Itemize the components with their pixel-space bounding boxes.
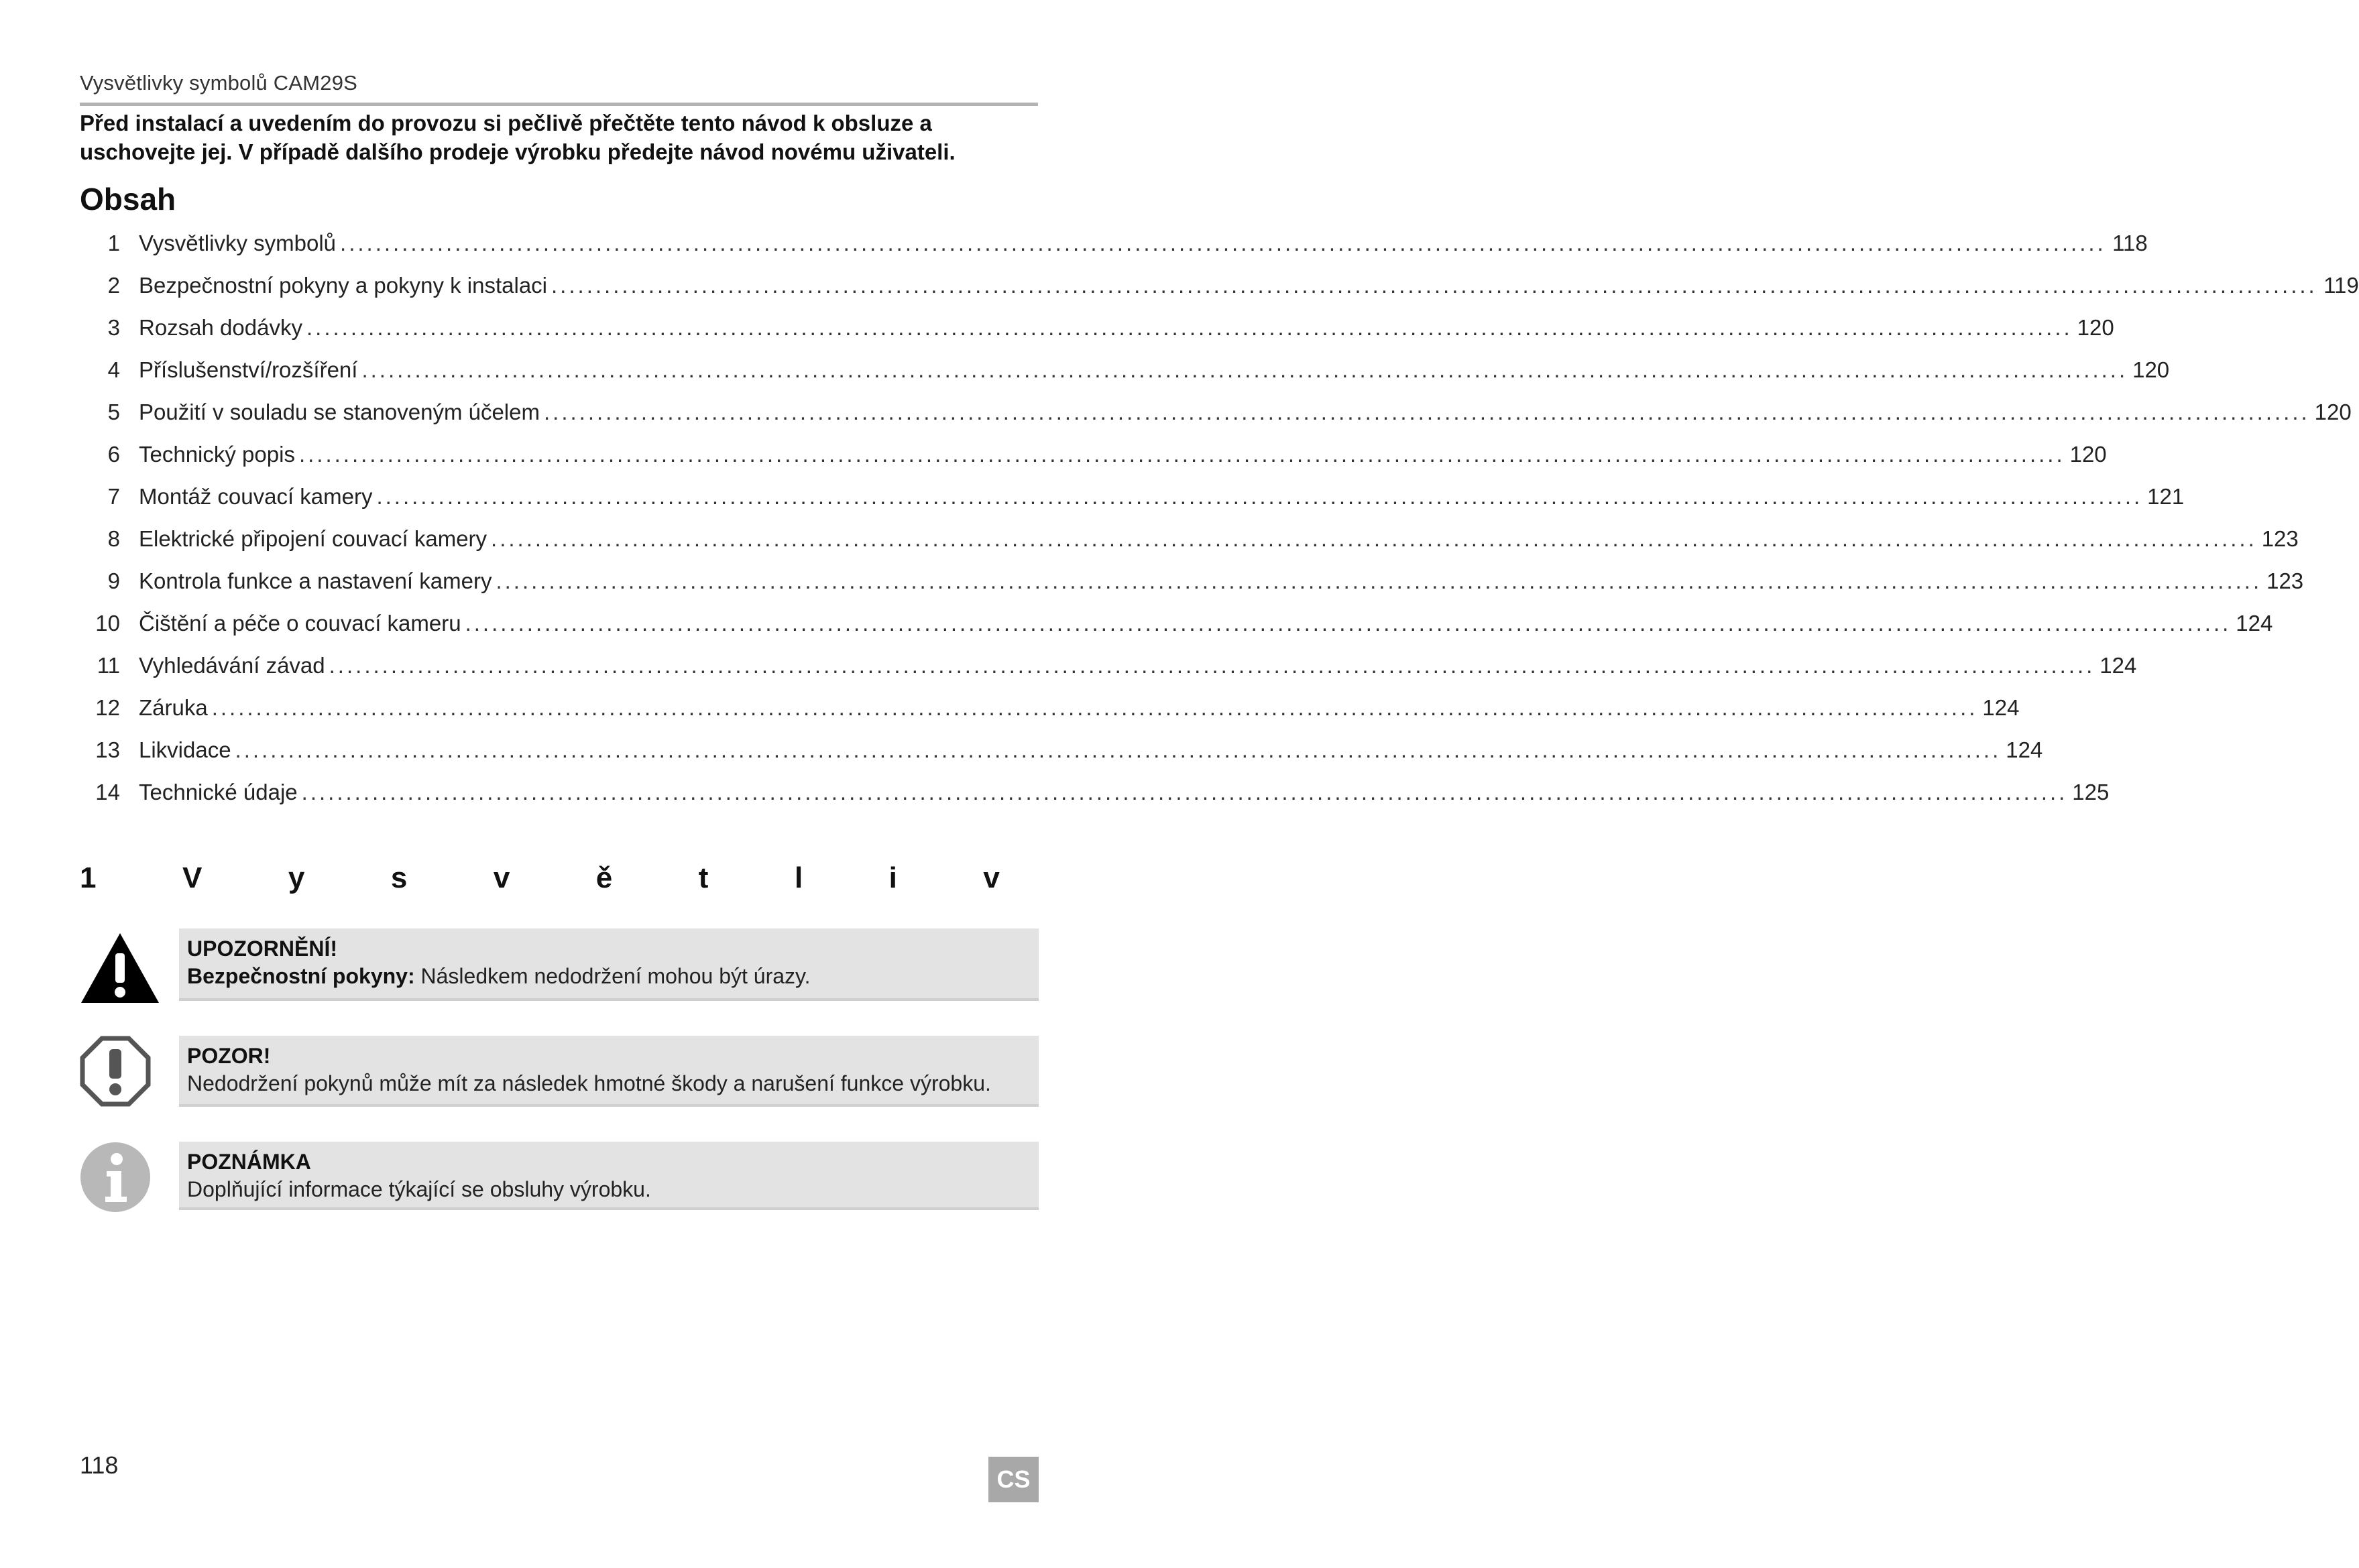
toc-item-page: 123: [2266, 568, 2304, 593]
warning-body: Následkem nedodržení mohou být úrazy.: [414, 964, 811, 988]
section-heading-char: V: [182, 861, 203, 894]
toc-leader-dots: ........................................................................................................................................................................................................: [301, 780, 2068, 804]
language-badge: CS: [988, 1457, 1039, 1502]
toc-item[interactable]: [80, 737, 2043, 780]
caution-box: [179, 1036, 1039, 1107]
toc-leader-dots: ........................................................................................................................................................................................................: [329, 653, 2095, 678]
section-heading-char: v: [493, 861, 510, 894]
toc-leader-dots: ........................................................................................................................................................................................................: [496, 568, 2262, 593]
intro-paragraph: Před instalací a uvedením do provozu si pečlivě přečtěte tento návod k obsluze a uschovejte jej. V případě dalšího prodeje výrobku předejte návod novému uživateli.: [80, 111, 956, 164]
warning-text: [187, 962, 1031, 990]
header-rule: [80, 103, 1038, 106]
toc-item-label: Rozsah dodávky: [139, 315, 302, 340]
toc-item[interactable]: [80, 695, 2020, 737]
toc-item-page: 120: [2314, 400, 2352, 424]
toc-item-label: Bezpečnostní pokyny a pokyny k instalaci: [139, 273, 548, 298]
toc-item-page: 120: [2132, 357, 2170, 382]
toc-item-number: 9: [107, 568, 120, 593]
toc-item-page: 121: [2147, 484, 2185, 509]
header-title: Vysvětlivky symbolů CAM29S: [80, 71, 358, 95]
note-box: [179, 1142, 1039, 1210]
toc-item-page: 124: [2099, 653, 2137, 678]
toc-item[interactable]: [80, 231, 2148, 273]
toc-item-number: 14: [95, 780, 120, 804]
toc-item[interactable]: [80, 780, 2110, 822]
table-of-contents: [80, 231, 2359, 822]
caution-octagon-icon: [80, 1036, 151, 1110]
toc-item-number: 5: [107, 400, 120, 424]
note-title: POZNÁMKA: [187, 1150, 311, 1174]
toc-item-label: Technické údaje: [139, 780, 298, 804]
toc-item-page: 125: [2072, 780, 2110, 804]
toc-item-number: 13: [95, 737, 120, 762]
section-heading-char: s: [390, 861, 408, 894]
section-heading-char: v: [983, 861, 1000, 894]
toc-item-page: 118: [2112, 231, 2148, 255]
warning-box: [179, 928, 1039, 1001]
toc-item[interactable]: [80, 273, 2359, 315]
toc-item-number: 10: [95, 611, 120, 636]
caution-text: Nedodržení pokynů může mít za následek hmotné škody a narušení funkce výrobku.: [187, 1071, 991, 1095]
toc-item-label: Čištění a péče o couvací kameru: [139, 611, 461, 636]
toc-leader-dots: ........................................................................................................................................................................................................: [361, 357, 2128, 382]
toc-item-page: 123: [2261, 526, 2299, 551]
toc-leader-dots: ........................................................................................................................................................................................................: [465, 611, 2232, 636]
toc-item[interactable]: [80, 568, 2304, 611]
toc-item-page: 120: [2077, 315, 2114, 340]
toc-item-number: 12: [95, 695, 120, 720]
toc-item-page: 124: [2236, 611, 2273, 636]
toc-leader-dots: ........................................................................................................................................................................................................: [306, 315, 2073, 340]
toc-item-label: Použití v souladu se stanoveným účelem: [139, 400, 540, 424]
toc-item-label: Montáž couvací kamery: [139, 484, 373, 509]
toc-item[interactable]: [80, 526, 2299, 568]
toc-item-label: Technický popis: [139, 442, 295, 467]
section-heading-char: 1: [80, 861, 97, 894]
toc-item-label: Příslušenství/rozšíření: [139, 357, 358, 382]
toc-item[interactable]: [80, 315, 2114, 357]
toc-item[interactable]: [80, 442, 2107, 484]
section-heading-char: t: [698, 861, 709, 894]
toc-item-number: 6: [107, 442, 120, 467]
section-heading-char: l: [794, 861, 803, 894]
toc-item[interactable]: [80, 357, 2170, 400]
toc-item-number: 4: [107, 357, 120, 382]
toc-leader-dots: ........................................................................................................................................................................................................: [211, 695, 1978, 720]
toc-item-label: Vysvětlivky symbolů: [139, 231, 337, 255]
toc-item[interactable]: [80, 611, 2273, 653]
toc-item[interactable]: [80, 653, 2137, 695]
toc-item-number: 1: [107, 231, 120, 255]
toc-item-page: 124: [2006, 737, 2043, 762]
warning-title: UPOZORNĚNÍ!: [187, 937, 337, 961]
section-heading: [80, 861, 1000, 895]
toc-leader-dots: ........................................................................................................................................................................................................: [235, 737, 2002, 762]
toc-item-number: 3: [107, 315, 120, 340]
toc-item-label: Kontrola funkce a nastavení kamery: [139, 568, 492, 593]
toc-item-number: 2: [107, 273, 120, 298]
toc-item-page: 124: [1982, 695, 2020, 720]
toc-item-number: 7: [107, 484, 120, 509]
info-icon: [80, 1142, 151, 1216]
toc-heading: Obsah: [80, 182, 176, 217]
toc-leader-dots: ........................................................................................................................................................................................................: [340, 231, 2106, 255]
toc-item-page: 120: [2069, 442, 2107, 467]
warning-lead: Bezpečnostní pokyny:: [187, 964, 415, 988]
toc-item-label: Záruka: [139, 695, 208, 720]
toc-item-number: 8: [107, 526, 120, 551]
toc-leader-dots: ........................................................................................................................................................................................................: [551, 273, 2317, 298]
toc-item-number: 11: [97, 653, 120, 678]
toc-leader-dots: ........................................................................................................................................................................................................: [491, 526, 2257, 551]
toc-leader-dots: ........................................................................................................................................................................................................: [376, 484, 2143, 509]
note-text: Doplňující informace týkající se obsluhy výrobku.: [187, 1177, 651, 1201]
toc-item-label: Likvidace: [139, 737, 231, 762]
toc-item-label: Vyhledávání závad: [139, 653, 325, 678]
toc-item-page: 119: [2323, 273, 2359, 298]
toc-item[interactable]: [80, 400, 2352, 442]
section-heading-char: ě: [595, 861, 613, 894]
toc-item[interactable]: [80, 484, 2185, 526]
warning-triangle-icon: [80, 932, 160, 1008]
toc-leader-dots: ........................................................................................................................................................................................................: [543, 400, 2310, 424]
toc-item-label: Elektrické připojení couvací kamery: [139, 526, 487, 551]
toc-leader-dots: ........................................................................................................................................................................................................: [298, 442, 2065, 467]
page-number: 118: [80, 1451, 119, 1479]
section-heading-char: i: [888, 861, 897, 894]
section-heading-char: y: [288, 861, 305, 894]
caution-title: POZOR!: [187, 1044, 271, 1068]
